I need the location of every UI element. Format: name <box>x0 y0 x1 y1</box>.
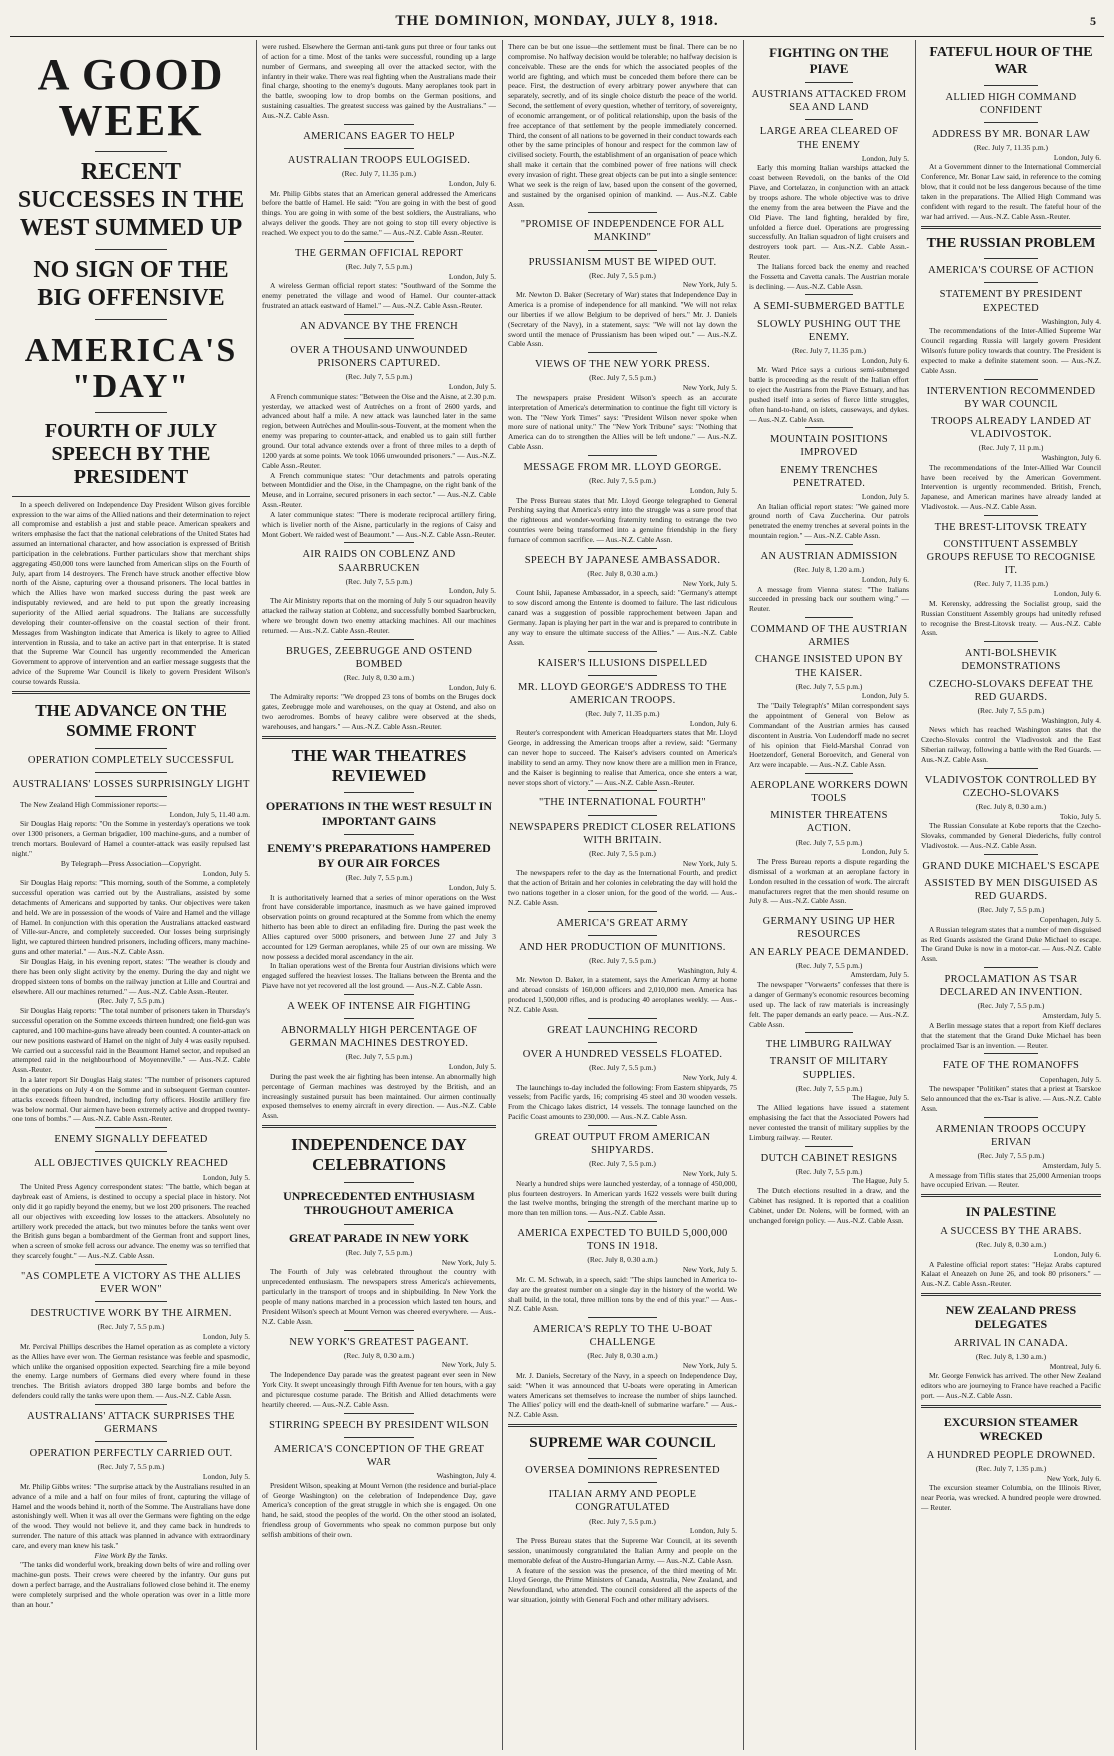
paragraph: A Palestine official report states: "Hejaz Arabs captured Kalaat el Aneazeh on June 26, and took 80 prisoners." — Aus.-N.Z. Cable Assn.-Reuter. <box>921 1259 1101 1289</box>
headline-air-raids: AIR RAIDS ON COBLENZ AND SAARBRUCKEN <box>302 549 456 574</box>
dateline: London, July 5. <box>448 586 496 596</box>
received-line: (Rec. July 7, 5.5 p.m.) <box>97 1462 165 1472</box>
headline-bruges: BRUGES, ZEEBRUGGE AND OSTEND BOMBED <box>285 645 473 670</box>
paragraph: The United Press Agency correspondent states: "The battle, which began at daybreak east of Amiens, is destined to occupy a special place in history. Not only did it go rapidly beyond the enemy, but we lost 200 prisoners. The reached all our objectives with exceeding low losses to the attackers. Absolutely no artillery work preceded the attack, but two minutes before the tanks went over the British guns began a bombardment of the German front and support lines, when a screen of smoke fell across our advance. The enemy was so terrified that they scarcely fought." — Aus.-N.Z. Cable Assn. <box>12 1182 250 1261</box>
paragraph: The excursion steamer Columbia, on the Illinois River, near Peoria, was wrecked. A hundred people were drowned. — Reuter. <box>921 1483 1101 1513</box>
received-line: (Rec. July 7, 5.5 p.m.) <box>795 1166 863 1176</box>
dateline: London, July 5, 11.40 a.m. <box>169 809 250 819</box>
received-line: (Rec. July 7, 5.5 p.m.) <box>795 681 863 691</box>
paragraph: A wireless German official report states: "Southward of the Somme the enemy penetrated the village and wood of Hamel. Our counter-attack frustrated an attack eastward of Hamel." — Aus.-N.Z. Cable Assn.-Reuter. <box>262 281 496 311</box>
paragraph: "The tanks did wonderful work, breaking down belts of wire and rolling over machine-gun posts. Their crews were cheered by the infantry. Our guns put down a perfect barrage, and the Australians followed close behind it. The enemy were completely surprised and the whole operation was over in a little more than an hour." <box>12 1560 250 1609</box>
paragraph: The Russian Consulate at Kobe reports that the Czecho-Slovaks, commanded by General Diederichs, fully control Vladivostok. — Aus.-N.Z. Cable Assn. <box>921 821 1101 851</box>
paragraph: Mr. Philip Gibbs states that an American general addressed the Americans before the battle of Hamel. He said: "You are going in with the best of good things. You are going in with some of the best soldiers, the Australians, who always deliver the goods. They are not going to stop till every objective is reached. We expect you to do the same." — Aus.-N.Z. Cable Assn.-Reuter. <box>262 188 496 237</box>
headline-promise: "PROMISE OF INDEPENDENCE FOR ALL MANKIND" <box>520 219 725 244</box>
headline-fateful-hour: FATEFUL HOUR OF THE WAR <box>929 45 1093 77</box>
received-line: (Rec. July 7, 5.5 p.m.) <box>589 1159 656 1169</box>
paragraph: Mr. George Fenwick has arrived. The other New Zealand editors who are journeying to France have reached a Pacific port. — Aus.-N.Z. Cable Assn. <box>921 1371 1101 1401</box>
received-line: (Rec. July 7, 5.5 p.m.) <box>589 1063 656 1073</box>
subhead-transit: TRANSIT OF MILITARY SUPPLIES. <box>769 1056 889 1081</box>
headline-kaiser-illusions: KAISER'S ILLUSIONS DISPELLED <box>537 657 708 669</box>
received-line: (Rec. July 7, 1.35 p.m.) <box>975 1463 1047 1473</box>
paragraph: A Berlin message states that a report from Kieff declares that the statement that the Grand Duke Michael has been proclaimed Tsar is an invention. — Reuter. <box>921 1020 1101 1050</box>
received-line: (Rec. July 8, 0.30 a.m.) <box>975 801 1047 811</box>
column-3 <box>508 42 737 1750</box>
subhead-perfectly-carried: OPERATION PERFECTLY CARRIED OUT. <box>29 1448 233 1460</box>
received-line: (Rec. July 7, 5.5 p.m.) <box>589 476 656 486</box>
headline-no-sign: NO SIGN OF THE BIG OFFENSIVE <box>33 257 229 311</box>
headline-russian-problem: THE RUSSIAN PROBLEM <box>926 235 1096 251</box>
headline-recent-successes: RECENT SUCCESSES IN THE WEST SUMMED UP <box>17 159 245 241</box>
received-line: (Rec. July 7, 5.5 p.m.) <box>589 848 656 858</box>
paragraph: Sir Douglas Haig reports: "This morning, south of the Somme, a completely successful operation was carried out by the Australians, assisted by some detachments of Americans and supported by tanks. Our objectives were taken and held. We are in possession of the woods of Vaire and Hamel and the village of Hamel. In conjunction with this operation the Australians attacked eastward of Ville-sur-Ancre, and completely succeeded. Our losses being surprisingly light, we captured thirteen hundred prisoners, including officers, many machine-guns and other material." — Aus.-N.Z. Cable Assn. <box>12 878 250 957</box>
received-line: (Rec. July 7, 11.35 p.m.) <box>585 708 660 718</box>
headline-supreme-war-council: SUPREME WAR COUNCIL <box>529 1435 716 1452</box>
paragraph: A feature of the session was the presence, of the third meeting of Mr. Lloyd George, the Prime Ministers of Canada, Australia, New Zealand, and Newfoundland, who attended. The council considered all the aspects of the war situation, jointly with General Foch and other military advisers. <box>508 1565 737 1605</box>
subhead-parade: GREAT PARADE IN NEW YORK <box>288 1230 470 1245</box>
paragraph: The Press Bureau states that Mr. Lloyd George telegraphed to General Pershing saying that America's entry into the struggle was a sure proof that the righteous and wonder-working fraternity tending to estrange the two countries were being transformed into a genuine friendship in the fiery furnace of common sacrifice. — Aus.-N.Z. Cable Assn. <box>508 495 737 544</box>
paragraph: The newspapers refer to the day as the International Fourth, and predict that the action of Britain and her colonies in celebrating the day will hold the two nations together in a closer union, for the good of the world. — Aus.-N.Z. Cable Assn. <box>508 868 737 907</box>
headline-5000000-tons: AMERICA EXPECTED TO BUILD 5,000,000 TONS IN 1918. <box>517 1228 728 1253</box>
paragraph: Mr. Newton D. Baker, in a statement, says the American Army at home and abroad consists of 160,000 officers and 2,010,000 men. America has produced 1,500,000 rifles, and is producing 40 aeroplanes weekly. — Aus.-N.Z. Cable Assn. <box>508 975 737 1014</box>
dateline: Copenhagen, July 5. <box>1039 915 1101 925</box>
received-line: (Rec. July 7, 5.5 p.m.) <box>795 837 863 847</box>
subhead-operation-successful: OPERATION COMPLETELY SUCCESSFUL <box>27 754 235 766</box>
paragraph: The Allied legations have issued a statement emphasising the fact that the Associated Powers had never contested the transit of military supplies by the Limburg railway. — Reuter. <box>749 1103 909 1142</box>
headline-semi-submerged: A SEMI-SUBMERGED BATTLE <box>753 301 905 313</box>
byline: By Telegraph—Press Association—Copyright. <box>60 858 202 868</box>
dateline: New York, July 5. <box>682 1265 737 1275</box>
subhead-prussianism: PRUSSIANISM MUST BE WIPED OUT. <box>528 256 717 268</box>
headline-americas-day: AMERICA'S "DAY" <box>24 332 238 406</box>
headline-austrian-admission: AN AUSTRIAN ADMISSION <box>760 550 898 562</box>
dateline: New York, July 5. <box>682 858 737 868</box>
paragraph: Reuter's correspondent with American Headquarters states that Mr. Lloyd George, in addressing the American troops after a review, said: "Germany can never hope to succeed. The Kaiser's advisers counted on America's inability to send an army. They now know there are a million men in France, and the Kaiser is beginning to realise that America, once she enters a war, never stops short of victory." — Aus.-N.Z. Cable Assn.-Reuter. <box>508 728 737 787</box>
dateline: London, July 6. <box>689 718 737 728</box>
paragraph: The recommendations of the Inter-Allied Supreme War Council regarding Russia will largely govern President Wilson's future policy towards that country. The President is expected to make a definite statement soon. — Aus.-N.Z. Cable Assn. <box>921 326 1101 375</box>
paragraph: There can be but one issue—the settlement must be final. There can be no compromise. No halfway decision would be tolerable; no halfway decision is conceivable. These are the ends for which the associated peoples of the world are fighting, and which must be conceded them before there can be peace. First, the destruction of every arbitrary power anywhere that can separately, secretly, and of its single choice disturb the peace of the world. Second, the settlement of every question, whether of territory, of sovereignty, of economic arrangement, or of political relationship, upon the basis of the free acceptance of that settlement by the people immediately concerned. Third, the consent of all nations to be governed in their conduct towards each other by the same principles of honour and respect for the common law of civilised society. Fourth, the establishment of an organisation of peace which shall make it certain that the combined power of free nations will check every invasion of right. These great objects can be put into a single sentence: What we seek is the reign of law, based upon the consent of the governed, and sustained by the organised opinion of mankind. — Aus.-N.Z. Cable Assn. <box>508 42 737 209</box>
dateline: London, July 5. <box>448 271 496 281</box>
subhead-tanks: Fine Work By the Tanks. <box>94 1550 168 1560</box>
dateline: New York, July 5. <box>682 1361 737 1371</box>
received-line: (Rec. July 8, 0.30 a.m.) <box>343 1350 415 1360</box>
paragraph: The newspaper "Politiken" states that a priest at Tsarskoe Selo announced that the ex-Tsar is alive. — Aus.-N.Z. Cable Assn. <box>921 1084 1101 1114</box>
dateline: New York, July 5. <box>441 1257 496 1267</box>
paragraph: A later communique states: "There is moderate reciprocal artillery firing, which is livelier north of the Aisne, particularly in the regions of Caisy and Mont Gobert. We raided west of Beaumont." — Aus.-N.Z. Cable Assn.-Reuter. <box>262 509 496 539</box>
headline-great-army: AMERICA'S GREAT ARMY <box>556 917 689 929</box>
paragraph: The Admiralty reports: "We dropped 23 tons of bombs on the Bruges dock gates, Zeebrugge mole and warehouses, on the quay at Ostend, and also on two aerodromes. Bombs of heavy calibre were observed at the sheds, warehouses, and hangars." — Aus.-N.Z. Cable Assn.-Reuter. <box>262 692 496 731</box>
headline-lloyd-george: MESSAGE FROM MR. LLOYD GEORGE. <box>523 461 722 473</box>
headline-japanese-ambassador: SPEECH BY JAPANESE AMBASSADOR. <box>524 554 721 566</box>
dateline: Amsterdam, July 5. <box>1042 1160 1101 1170</box>
received-line: (Rec. July 7, 5.5 p.m.) <box>977 705 1045 715</box>
dateline: London, July 5. <box>448 882 496 892</box>
headline-independence-day: INDEPENDENCE DAY CELEBRATIONS <box>291 1135 467 1175</box>
headline-mountain-positions: MOUNTAIN POSITIONS IMPROVED <box>769 434 889 459</box>
headline-dutch-cabinet: DUTCH CABINET RESIGNS <box>760 1152 898 1164</box>
received-line: (Rec. July 8, 0.30 a.m.) <box>343 672 415 682</box>
dateline: London, July 6. <box>861 355 909 365</box>
subhead-disguised: ASSISTED BY MEN DISGUISED AS RED GUARDS. <box>924 878 1098 903</box>
paragraph: The Italians forced back the enemy and reached the Fossetta and Cavetta canals. The Austrian morale is declining. — Aus.-N.Z. Cable Assn. <box>749 261 909 291</box>
dateline: London, July 5. <box>689 1526 737 1536</box>
headline-limburg: THE LIMBURG RAILWAY <box>765 1039 893 1051</box>
received-line: (Rec. July 7, 5.5 p.m.) <box>589 955 656 965</box>
headline-armenian: ARMENIAN TROOPS OCCUPY ERIVAN <box>935 1123 1087 1148</box>
received-line: (Rec. July 7, 5.5 p.m.) <box>345 372 413 382</box>
masthead-title: THE DOMINION, MONDAY, JULY 8, 1918. <box>395 13 719 29</box>
dateline: London, July 6. <box>1053 152 1101 162</box>
column-2 <box>262 42 496 1750</box>
paragraph: A message from Vienna states: "The Italians succeeded in pressing back our southern wing." — Reuter. <box>749 584 909 614</box>
dateline: Washington, July 4. <box>436 1470 496 1480</box>
subhead-arabs: A SUCCESS BY THE ARABS. <box>940 1225 1082 1237</box>
dateline: London, July 5. <box>861 847 909 857</box>
received-line: (Rec. July 8, 0.30 a.m.) <box>587 1255 658 1265</box>
headline-grand-duke: GRAND DUKE MICHAEL'S ESCAPE <box>922 860 1100 872</box>
column-rule <box>256 40 257 1750</box>
subhead-red-guards: CZECHO-SLOVAKS DEFEAT THE RED GUARDS. <box>928 678 1094 703</box>
headline-germany-resources: GERMANY USING UP HER RESOURCES <box>762 916 896 941</box>
received-line: (Rec. July 7, 5.5 p.m.) <box>345 261 413 271</box>
subhead-conception: AMERICA'S CONCEPTION OF THE GREAT WAR <box>273 1443 485 1468</box>
received-line: (Rec. July 7, 11.35 p.m.) <box>791 345 867 355</box>
dateline: London, July 5. <box>861 691 909 701</box>
headline-proclamation: PROCLAMATION AS TSAR DECLARED AN INVENTION. <box>939 974 1083 999</box>
received-line: (Rec. July 7, 5.5 p.m.) <box>345 576 413 586</box>
paragraph: Mr. Percival Phillips describes the Hamel operation as as complete a victory as the Allies have ever won. The German resistance was feeble and spasmodic, which unlike the organised opposition expected. Searching fire a mile beyond the enemy. Large numbers of Germans died every where found in these trenches. The British aviators dropped 380 large bombs and before the defenders could rally the tanks were upon them. — Aus.-N.Z. Cable Assn. <box>12 1341 250 1401</box>
headline-ny-press: VIEWS OF THE NEW YORK PRESS. <box>534 359 711 371</box>
paragraph: Sir Douglas Haig reports: "On the Somme in yesterday's operations we took over 1300 prisoners, a German brigadier, 100 machine-guns, and a number of trench mortars. Boulevard of Hamel a counter-attack was easily repulsed last night." <box>12 819 250 858</box>
paragraph: Count Ishii, Japanese Ambassador, in a speech, said: "Germany's attempt to sow discord among the Entente is doomed to failure. The last ridiculous canard was a suggestion of possible rapprochement between Japan and Germany. Japan is playing her part in the war and is prepared to contribute in any way to ensure the ultimate success of the Allies." — Aus.-N.Z. Cable Assn. <box>508 588 737 647</box>
headline-german-report: THE GERMAN OFFICIAL REPORT <box>294 247 464 259</box>
subhead-high-command: ALLIED HIGH COMMAND CONFIDENT <box>945 91 1077 116</box>
headline-war-theatres: THE WAR THEATRES REVIEWED <box>291 745 467 786</box>
paragraph: A message from Tiflis states that 25,000 Armenian troops have occupied Erivan. — Reuter. <box>921 1170 1101 1190</box>
received-line: (Rec. July 7, 5.5 p.m.) <box>977 905 1045 915</box>
dateline: New York, July 5. <box>682 383 737 393</box>
headline-piave: FIGHTING ON THE PIAVE <box>769 45 889 76</box>
column-rule <box>915 40 916 1750</box>
received-line: (Rec. July 8, 0.30 a.m.) <box>587 568 658 578</box>
received-line: (Rec. July 7, 5.5 p.m.) <box>97 996 165 1006</box>
paragraph: In Italian operations west of the Brenta four Austrian divisions which were engaged suffered the heaviest losses. The Italians between the Brenta and the Piave have not yet recovered all the lost ground. — Aus.-N.Z. Cable Assn. <box>262 961 496 991</box>
subhead-refuse: CONSTITUENT ASSEMBLY GROUPS REFUSE TO RECOGNISE IT. <box>926 539 1096 577</box>
received-line: (Rec. July 8, 0.30 a.m.) <box>587 1351 658 1361</box>
paragraph: were rushed. Elsewhere the German anti-tank guns put three or four tanks out of action for a time. Most of the tanks were successful, rounding up a large number of Germans, and sweeping all over the attacked sector, with the infantry in their wake. There was real fighting when the Australians made their final charge, shooting to the enemy's dugouts. Many aeroplanes took part in the battle, swooping low to drop bombs on the German positions, and sustaining casualties. The greatest success was gained by the Australians." — Aus.-N.Z. Cable Assn. <box>262 42 496 120</box>
paragraph: An Italian official report states: "We gained more ground north of Cava Zuccherina. Our patrols penetrated the enemy trenches at several points in the mountain region." — Aus.-N.Z. Cable Assn. <box>749 501 909 541</box>
dateline: New York, July 5. <box>441 1360 496 1370</box>
headline-somme: THE ADVANCE ON THE SOMME FRONT <box>35 700 227 741</box>
subhead-bonar-law: ADDRESS BY MR. BONAR LAW <box>931 128 1091 140</box>
received-line: (Rec. July 7, 5.5 p.m.) <box>345 1247 413 1257</box>
paragraph: The launchings to-day included the following: From Eastern shipyards, 75 vessels; from Pacific yards, 16; comprising 45 steel and 30 wooden vessels. From the Chicago lakes district, 14 vessels. The tonnage launched on the Pacific Coast amounts to 230,000. — Aus.-N.Z. Cable Assn. <box>508 1082 737 1122</box>
subhead-dominions: OVERSEA DOMINIONS REPRESENTED <box>525 1465 720 1477</box>
subhead-italian-army: ITALIAN ARMY AND PEOPLE CONGRATULATED <box>548 1489 697 1514</box>
subhead-german-machines: ABNORMALLY HIGH PERCENTAGE OF GERMAN MACHINES DESTROYED. <box>280 1025 478 1050</box>
paragraph: The Fourth of July was celebrated throughout the country with unprecedented enthusiasm. The newspapers stress America's achievements, particularly in the transport of troops and in shipbuilding. In New York the people of many nations marched in a procession which lasted ten hours, and President Wilson's speech at Mount Vernon was cheered everywhere. — Aus.-N.Z. Cable Assn. <box>262 1267 496 1326</box>
paragraph: During the past week the air fighting has been intense. An abnormally high percentage of German machines was destroyed by the British, and an increasingly sustained pursuit has been maintained. Our airmen continually exposed themselves to enemy aircraft in every direction. — Aus.-N.Z. Cable Assn. <box>262 1071 496 1121</box>
dateline: New York, July 6. <box>1046 1473 1101 1483</box>
headline-romanoffs: FATE OF THE ROMANOFFS <box>942 1060 1080 1072</box>
dateline: London, July 5. <box>448 382 496 391</box>
subhead-area-cleared: LARGE AREA CLEARED OF THE ENEMY <box>759 126 899 151</box>
paragraph: Mr. Ward Price says a curious semi-submerged battle is proceeding as the result of the Italian effort to eject the Austrians from the Piave Estuary, and has pushed itself into a series of fierce little struggles, often hand-to-hand, on islets, causeways, and dykes. — Aus.-N.Z. Cable Assn. <box>749 365 909 424</box>
headline-anti-bolshevik: ANTI-BOLSHEVIK DEMONSTRATIONS <box>961 648 1061 673</box>
paragraph: Sir Douglas Haig, in his evening report, states: "The weather is cloudy and there has been only slight activity by the enemy. During the day and night we dropped sixteen tons of bombs on the railway junction at Lille and Courtrai and elsewhere. All our machines returned." — Aus.-N.Z. Cable Assn.-Reuter. <box>12 957 250 996</box>
dateline: Copenhagen, July 5. <box>1039 1074 1101 1084</box>
subhead-kaiser-change: CHANGE INSISTED UPON BY THE KAISER. <box>754 654 904 679</box>
dateline: Washington, July 4. <box>1041 316 1101 326</box>
dateline: London, July 6. <box>861 574 909 584</box>
headline-good-week: A GOOD WEEK <box>37 50 225 146</box>
paragraph: The newspaper "Vorwaerts" confesses that there is a danger of Germany's economic resources becoming used up. The lack of raw materials is increasingly felt. The paper demands an early peace. — Aus.-N.Z. Cable Assn. <box>749 980 909 1029</box>
received-line: (Rec. July 7, 11.35 p.m.) <box>973 142 1049 152</box>
subhead-australians-losses: AUSTRALIANS' LOSSES SURPRISINGLY LIGHT <box>12 778 250 790</box>
headline-command: COMMAND OF THE AUSTRIAN ARMIES <box>750 624 908 649</box>
subhead-enemy-hampered: ENEMY'S PREPARATIONS HAMPERED BY OUR AIR FORCES <box>267 841 491 870</box>
dateline: The Hague, July 5. <box>852 1176 909 1186</box>
subhead-important-gains: OPERATIONS IN THE WEST RESULT IN IMPORTANT GAINS <box>265 799 493 828</box>
received-line: (Rec. July 7, 5.5 p.m.) <box>345 1052 413 1062</box>
headline-enemy-defeated: ENEMY SIGNALLY DEFEATED <box>54 1134 208 1146</box>
dateline: Washington, July 4. <box>1041 715 1101 725</box>
dateline: New York, July 5. <box>682 578 737 588</box>
paragraph: The recommendations of the Inter-Allied War Council have been received by the American Government. Intervention is urgently recommended. British, French, Japanese, and American marines have already landed at Vladivostok. — Aus.-N.Z. Cable Assn. <box>921 462 1101 512</box>
subhead-course-of-action: AMERICA'S COURSE OF ACTION <box>928 265 1094 277</box>
paragraph: Mr. C. M. Schwab, in a speech, said: "The ships launched in America to-day are the greatest number on a single day in the history of the world. We shall build, in the total, three million tons by the end of this year." — Aus.-N.Z. Cable Assn. <box>508 1274 737 1314</box>
column-5 <box>921 42 1101 1750</box>
dateline: London, July 6. <box>1053 589 1101 599</box>
headline-australians-attack: AUSTRALIANS' ATTACK SURPRISES THE GERMANS <box>27 1410 235 1436</box>
dateline: New York, July 4. <box>682 1072 737 1082</box>
lead-line: The New Zealand High Commissioner reports:— <box>20 799 167 809</box>
article-intro: In a speech delivered on Independence Day President Wilson gives forcible expression to the war aims of the Allied nations and their determination to reject all compromise and establish a just and stable peace. American speakers and writers emphasise the fact that the national celebrations of the United States had assumed an international character, and how association is expressed of British participation in the celebrations. Further particulars show that merchant ships aggregating 450,000 tons were launched from American slips on the Fourth of July, apart from 14 destroyers. The French have struck another effective blow north of the Aisne, capturing over a thousand prisoners. The local battles in which the Allies have won marked success during the past week are indisputably reviewed, and are held to put upon the greatly increasing superiority of the Allied aerial squadrons. The Italians are successfully developing their counter-offensive on the coastal section of their front. Messages from Washington indicate that America is likely to agree to Allied intervention in Russia, and to take an active part in that enterprise. It is stated that the Supreme War Council has urgently recommended the American Government to approve of intervention and an earlier message suggests that the advice of the Supreme War Council is likely to govern President Wilson's course towards Russia. <box>12 499 250 686</box>
received-line: (Rec. July 7, 5.5 p.m.) <box>795 1083 863 1093</box>
subhead-early-peace: AN EARLY PEACE DEMANDED. <box>749 946 909 958</box>
dateline: Montreal, July 6. <box>1049 1361 1101 1371</box>
subhead-closer-relations: NEWSPAPERS PREDICT CLOSER RELATIONS WITH BRITAIN. <box>509 821 736 846</box>
subhead-trenches: ENEMY TRENCHES PENETRATED. <box>780 464 878 489</box>
subhead-arrival-canada: ARRIVAL IN CANADA. <box>953 1337 1069 1349</box>
paragraph: The Press Bureau reports a dispute regarding the dismissal of a workman at an aeroplane factory in London resulted in the cessation of work. The aircraft manufacturers regret that the men should resume on July 8. — Aus.-N.Z. Cable Assn. <box>749 857 909 906</box>
received-line: (Rec. July 7, 5.5 p.m.) <box>589 270 656 280</box>
received-line: (Rec. July 8, 1.30 a.m.) <box>975 1351 1047 1361</box>
subhead-address: MR. LLOYD GEORGE'S ADDRESS TO THE AMERICAN TROOPS. <box>518 681 727 706</box>
paragraph: A Russian telegram states that a number of men disguised as Red Guards assisted the Grand Duke Michael to escape. The Grand Duke is now in a motor-car. — Aus.-N.Z. Cable Assn. <box>921 924 1101 964</box>
headline-international-fourth: "THE INTERNATIONAL FOURTH" <box>538 797 706 809</box>
paragraph: Early this morning Italian warships attacked the coast between Revedoli, on the banks of the Old Piave, and Cortelazzo, in conjunction with an attack by troops ashore. The whole objective was to drive the enemy from the area between the Piave and the Old Piave. The land fighting, heralded by fire, unfolded a fierce duel. Operations are progressing successfully. An Italian squadron of light cruisers and destroyers took part. — Aus.-N.Z. Cable Assn.-Reuter. <box>749 163 909 262</box>
subhead-minister: MINISTER THREATENS ACTION. <box>770 810 888 835</box>
subhead-sea-land: AUSTRIANS ATTACKED FROM SEA AND LAND <box>751 89 907 114</box>
dateline: Washington, July 6. <box>1041 452 1101 462</box>
subhead-drowned: A HUNDRED PEOPLE DROWNED. <box>926 1449 1096 1461</box>
paragraph: President Wilson, speaking at Mount Vernon (the residence and burial-place of George Washington) on the celebration of Independence Day, gave America's conception of the great struggle in which she is engaged. On one hand, he said, stood the peoples of the world. On the other stood an isolated, friendless group of Governments who speak no common purpose but only selfish ambitions of their own. <box>262 1480 496 1539</box>
dateline: New York, July 5. <box>682 280 737 290</box>
dateline: London, July 5. <box>202 1332 250 1342</box>
paragraph: Sir Douglas Haig reports: "The total number of prisoners taken in Thursday's successful operation on the Somme exceeds thirteen hundred; one field-gun was captured, and 100 machine-guns have already been counted. A counter-attack on our new positions eastward of Hamel on the night of July 4 was easily repulsed. We carried out a successful raid in the Beaumont Hamel sector, and repulsed an attempted raid in the neighbourhood of Moyenneville." — Aus.-N.Z. Cable Assn.-Reuter. <box>12 1006 250 1075</box>
received-line: (Rec. July 7, 5.5 p.m.) <box>589 373 656 383</box>
dateline: London, July 5. <box>448 1062 496 1072</box>
column-rule <box>502 40 503 1750</box>
paragraph: A French communique states: "Between the Oise and the Aisne, at 2.30 p.m. yesterday, we attacked west of Autrèches on a front of 2600 yards, and advanced about half a mile. A new attack was launched later in the same region, between Autrèches and Moulin-sous-Touvent, at the moment when the enemy was preparing to counter-attack, and enabled us to gain still further ground. Our total advance extends over a front of three miles to a depth of 1200 yards at some points. We took 1066 unwounded prisoners." — Aus.-N.Z. Cable Assn.-Reuter. <box>262 391 496 470</box>
dateline: London, July 6. <box>1053 1249 1101 1259</box>
paragraph: News which has reached Washington states that the Czecho-Slovaks control the Vladivostok and the East Siberian railway, following a battle with the Red Guards. — Aus.-N.Z. Cable Assn. <box>921 725 1101 764</box>
dateline: Tokio, July 5. <box>1059 811 1101 821</box>
headline-great-output: GREAT OUTPUT FROM AMERICAN SHIPYARDS. <box>534 1131 711 1157</box>
paragraph: The "Daily Telegraph's" Milan correspondent says the appointment of General von Below as Commandant of the Austrian armies has caused discontent in Austria. Von Ludendorff made no secret of his opinion that Field-Marshal Conrad von Hoetzendorf, General Boroevitch, and General von Arz were incapable. — Aus.-N.Z. Cable Assn. <box>749 701 909 770</box>
subhead-vladivostok: TROOPS ALREADY LANDED AT VLADIVOSTOK. <box>931 415 1091 441</box>
headline-pageant: NEW YORK'S GREATEST PAGEANT. <box>289 1336 469 1348</box>
received-line: (Rec. July 7, 5.5 p.m.) <box>795 960 863 970</box>
paragraph: In a later report Sir Douglas Haig states: "The number of prisoners captured in the operations on July 4 on the Somme and in subsequent German counter-attacks exceeds fifteen hundred, including forty officers. Hostile artillery fire was below normal. Our airmen have been extremely active and dropped twenty-one tons of bombs." — Aus.-N.Z. Cable Assn.-Reuter. <box>12 1075 250 1124</box>
subhead-statement: STATEMENT BY PRESIDENT EXPECTED <box>939 289 1083 314</box>
headline-intervention: INTERVENTION RECOMMENDED BY WAR COUNCIL <box>926 385 1096 410</box>
headline-aeroplane-workers: AEROPLANE WORKERS DOWN TOOLS <box>749 780 909 805</box>
paragraph: At a Government dinner to the International Commercial Conference, Mr. Bonar Law said, in reference to the coming blow, that it could not be less dangerous because of the time taken in the preparations. The Allied High Command was confident with regard to the result. The fateful hour of the war had arrived. — Aus.-N.Z. Cable Assn.-Reuter. <box>921 162 1101 221</box>
received-line: (Rec. July 7, 11 p.m.) <box>978 443 1044 453</box>
column-4 <box>749 42 909 1750</box>
headline-nz-delegates: NEW ZEALAND PRESS DELEGATES <box>945 1303 1077 1332</box>
received-line: (Rec. July 7, 11.35 p.m.) <box>341 169 417 178</box>
received-line: (Rec. July 7, 5.5 p.m.) <box>589 1516 656 1526</box>
dateline: London, July 5. <box>202 868 250 878</box>
headline-americans-eager: AMERICANS EAGER TO HELP <box>303 130 455 142</box>
paragraph: The Press Bureau states that the Supreme War Council, at its seventh session, unanimously congratulated the Italian Army and people on the memorable defeat of the Austro-Hungarian Army. — Aus.-N.Z. Cable Assn. <box>508 1536 737 1565</box>
headline-vladivostok-controlled: VLADIVOSTOK CONTROLLED BY CZECHO-SLOVAKS <box>924 774 1098 799</box>
paragraph: Nearly a hundred ships were launched yesterday, of a tonnage of 450,000, plus fourteen destroyers. In American yards 1622 vessels were built during the last twelve months, bringing the strength of the merchant marine up to more than ten million tons. — Aus.-N.Z. Cable Assn. <box>508 1178 737 1218</box>
subhead-pushing-out: SLOWLY PUSHING OUT THE ENEMY. <box>757 318 901 343</box>
dateline: Amsterdam, July 5. <box>850 970 909 980</box>
column-1 <box>12 42 250 1750</box>
paragraph: A French communique states: "Our detachments and patrols operating between Montdidier and the Oise, in the Champagne, on the right bank of the Meuse, and in Lorraine, secured prisoners in each sector." — Aus.-N.Z. Cable Assn.-Reuter. <box>262 470 496 510</box>
paragraph: M. Kerensky, addressing the Socialist group, said the Russian Constituent Assembly groups had unitedly refused to recognise the Brest-Litovsk treaty. — Aus.-N.Z. Cable Assn. <box>921 598 1101 638</box>
paragraph: The newspapers praise President Wilson's speech as an accurate interpretation of America's determination to continue the fight till victory is won. The "New York Times" says: "President Wilson never spoke when more sure of national unity." The "New York Tribune" says: "Nothing that America can do to strengthen the Allies will be left undone." — Aus.-N.Z. Cable Assn. <box>508 392 737 452</box>
paragraph: Mr. Newton D. Baker (Secretary of War) states that Independence Day in America is a promise of independence for all mankind. "We will not relax our liberties if we allow Belgium to be deprived of hers." Mr. J. Daniels (Secretary of the Navy), in a statement, says: "We will not lay down the sword until the menace of Prussianism has been wiped out." — Aus.-N.Z. Cable Assn. <box>508 290 737 349</box>
paragraph: The Air Ministry reports that on the morning of July 5 our squadron heavily attacked the railway station at Coblenz, and successfully bombed Saarbrucken, where we brought down two enemy attacking machines. All our machines returned. — Aus.-N.Z. Cable Assn.-Reuter. <box>262 596 496 635</box>
received-line: (Rec. July 7, 5.5 p.m.) <box>977 1151 1045 1161</box>
headline-air-fighting: A WEEK OF INTENSE AIR FIGHTING <box>287 1000 471 1012</box>
headline-complete-victory: "AS COMPLETE A VICTORY AS THE ALLIES EVER WON" <box>20 1271 242 1296</box>
headline-stirring-speech: STIRRING SPEECH BY PRESIDENT WILSON <box>269 1419 489 1431</box>
dateline: London, July 5. <box>689 485 737 495</box>
subhead-prisoners-captured: OVER A THOUSAND UNWOUNDED PRISONERS CAPTURED. <box>290 345 468 370</box>
dateline: The Hague, July 5. <box>852 1093 909 1103</box>
received-line: (Rec. July 7, 11.35 p.m.) <box>973 579 1049 589</box>
dateline: Amsterdam, July 5. <box>1042 1011 1101 1021</box>
headline-launching-record: GREAT LAUNCHING RECORD <box>547 1024 698 1036</box>
paragraph: Mr. Philip Gibbs writes: "The surprise attack by the Australians resulted in an advance of a mile and a half on four miles of front, capturing the village of Hamel and the woods behind it, north of the Somme. The Australians have done astonishingly well. When it was all over the Germans were fighting on the edge of the wood. They would not believe it, and they came back in hundreds to surrender. The nature of this attack was planned in advance with extraordinary care, and every man knew his task." <box>12 1481 250 1550</box>
received-line: (Rec. July 7, 5.5 p.m.) <box>345 873 413 882</box>
subhead-munitions: AND HER PRODUCTION OF MUNITIONS. <box>519 941 726 953</box>
headline-brest-litovsk: THE BREST-LITOVSK TREATY <box>934 521 1088 533</box>
received-line: (Rec. July 7, 5.5 p.m.) <box>977 1001 1045 1011</box>
headline-french-advance: AN ADVANCE BY THE FRENCH <box>299 320 459 332</box>
subhead-airmen: DESTRUCTIVE WORK BY THE AIRMEN. <box>30 1308 232 1320</box>
subhead-enthusiasm: UNPRECEDENTED ENTHUSIASM THROUGHOUT AMERICA <box>283 1188 475 1218</box>
dateline: London, July 5. <box>861 153 909 163</box>
headline-fourth-of-july: FOURTH OF JULY SPEECH BY THE PRESIDENT <box>44 419 218 488</box>
paragraph: It is authoritatively learned that a series of minor operations on the West front have considerable importance, inasmuch as we have gained improved observation points on ground recaptured at the Somme from which the enemy hitherto has been able to direct an enfilading fire. During the past week the Allies captured over 5000 prisoners, and between June 27 and July 3 accounted for 129 German aeroplanes, while 25 of our own are missing. We now possess a decided moral ascendancy in the air. <box>262 892 496 961</box>
headline-uboat-reply: AMERICA'S REPLY TO THE U-BOAT CHALLENGE <box>532 1324 713 1349</box>
paragraph: Mr. J. Daniels, Secretary of the Navy, in a speech on Independence Day, said: "When it was announced that U-boats were operating in American waters Americans set themselves to increase the number of ships launched. The Allies' policy will end the death-knell of submarine warfare." — Aus.-N.Z. Cable Assn. <box>508 1370 737 1420</box>
received-line: (Rec. July 7, 5.5 p.m.) <box>97 1322 165 1332</box>
column-rule <box>743 40 744 1750</box>
paragraph: The Independence Day parade was the greatest pageant ever seen in New York City. It swept unceasingly through Fifth Avenue for ten hours, with a gay and picturesque costume parade. The British and Allied detachments were heartily cheered. — Aus.-N.Z. Cable Assn. <box>262 1370 496 1409</box>
received-line: (Rec. July 8, 1.20 a.m.) <box>793 565 865 575</box>
subhead-objectives-reached: ALL OBJECTIVES QUICKLY REACHED <box>33 1158 229 1170</box>
dateline: New York, July 5. <box>682 1168 737 1178</box>
dateline: London, July 6. <box>448 682 496 692</box>
dateline: London, July 5. <box>202 1472 250 1482</box>
subhead-vessels-floated: OVER A HUNDRED VESSELS FLOATED. <box>522 1048 723 1060</box>
dateline: London, July 5. <box>861 491 909 501</box>
masthead <box>10 6 1104 37</box>
paragraph: The Dutch elections resulted in a draw, and the Cabinet has resigned. It is reported that a coalition Cabinet, under Dr. Nolens, will be formed, with an unchanged foreign policy. — Aus.-N.Z. Cable Assn. <box>749 1186 909 1225</box>
dateline: Washington, July 4. <box>677 965 737 975</box>
received-line: (Rec. July 8, 0.30 a.m.) <box>975 1240 1047 1250</box>
dateline: London, July 6. <box>448 178 496 188</box>
headline-excursion-steamer: EXCURSION STEAMER WRECKED <box>943 1414 1079 1444</box>
headline-palestine: IN PALESTINE <box>965 1204 1057 1220</box>
page-number-right: 5 <box>1090 14 1096 28</box>
subhead-australian-eulogised: AUSTRALIAN TROOPS EULOGISED. <box>287 154 471 166</box>
dateline: London, July 5. <box>202 1172 250 1182</box>
